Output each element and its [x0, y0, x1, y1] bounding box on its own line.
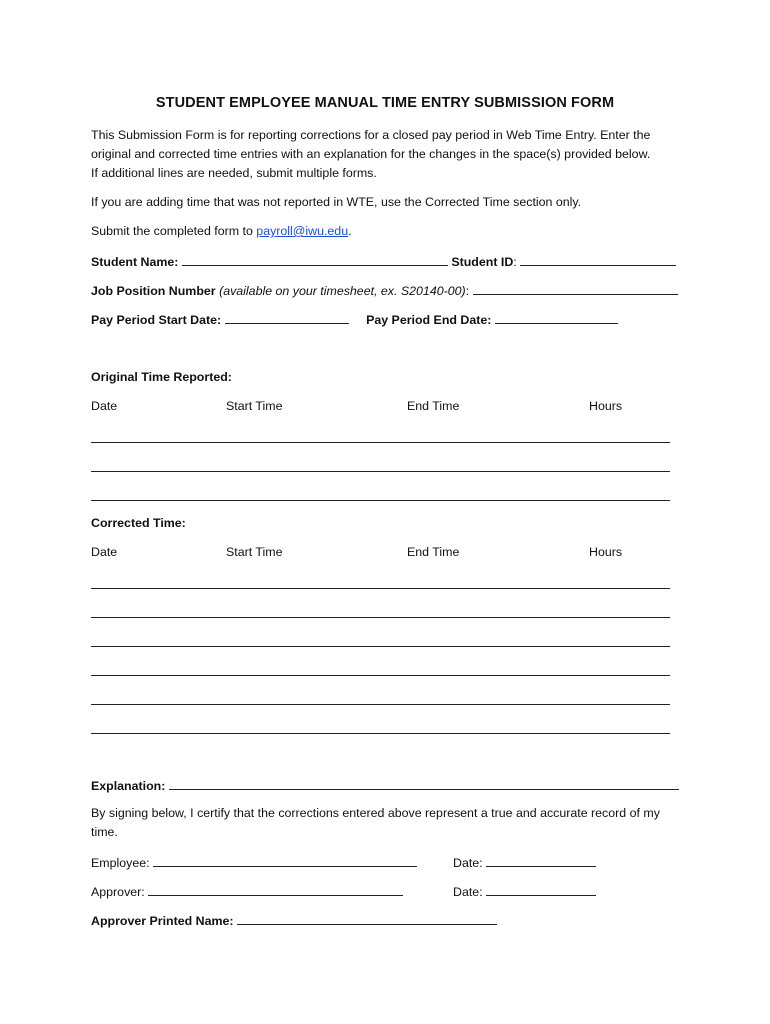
student-name-label: Student Name: [91, 255, 179, 269]
approver-date-label: Date: [453, 885, 483, 899]
student-name-field[interactable] [182, 253, 448, 266]
corrected-col-hours: Hours [589, 545, 623, 559]
approver-printed-field[interactable] [237, 912, 497, 925]
submit-suffix: . [348, 224, 352, 238]
student-name-row [91, 253, 676, 269]
corrected-entry-line-3[interactable] [91, 646, 670, 647]
pay-end-label: Pay Period End Date: [366, 313, 492, 327]
student-id-field[interactable] [520, 253, 676, 266]
employee-signature-field[interactable] [153, 854, 417, 867]
intro-line-3: If additional lines are needed, submit multiple forms. [91, 166, 377, 180]
original-col-hours: Hours [589, 399, 623, 413]
job-position-field[interactable] [473, 282, 678, 295]
original-entry-line-1[interactable] [91, 442, 670, 443]
corrected-entry-line-5[interactable] [91, 704, 670, 705]
employee-signature-row [91, 854, 417, 870]
corrected-entry-line-2[interactable] [91, 617, 670, 618]
job-position-label: Job Position Number [91, 284, 216, 298]
original-col-date: Date [91, 399, 118, 413]
employee-date-label: Date: [453, 856, 483, 870]
corrected-col-start: Start Time [226, 545, 283, 559]
approver-printed-row [91, 912, 497, 928]
form-title: STUDENT EMPLOYEE MANUAL TIME ENTRY SUBMISSION FORM [155, 95, 615, 111]
approver-signature-field[interactable] [148, 883, 403, 896]
job-position-hint: (available on your timesheet, ex. S20140-00) [219, 284, 466, 298]
original-col-end: End Time [407, 399, 460, 413]
intro-line-1: This Submission Form is for reporting corrections for a closed pay period in Web Time Entry. Enter the [91, 128, 651, 142]
corrected-entry-line-6[interactable] [91, 733, 670, 734]
pay-end-field[interactable] [495, 311, 618, 324]
corrected-time-heading: Corrected Time: [91, 516, 186, 530]
corrected-col-end: End Time [407, 545, 460, 559]
explanation-row [91, 777, 679, 793]
employee-label: Employee: [91, 856, 150, 870]
corrected-entry-line-1[interactable] [91, 588, 670, 589]
employee-date-row [453, 854, 596, 870]
submit-prefix: Submit the completed form to [91, 224, 257, 238]
corrected-entry-line-4[interactable] [91, 675, 670, 676]
approver-printed-label: Approver Printed Name: [91, 914, 234, 928]
submit-instruction [91, 224, 352, 238]
approver-date-field[interactable] [486, 883, 596, 896]
original-col-start: Start Time [226, 399, 283, 413]
explanation-field[interactable] [169, 777, 679, 790]
student-id-colon: : [513, 255, 517, 269]
intro-line-2: original and corrected time entries with an explanation for the changes in the space(s) provided below. [91, 147, 651, 161]
pay-period-row [91, 311, 618, 327]
corrected-col-date: Date [91, 545, 118, 559]
certify-line-2: time. [91, 825, 118, 839]
original-entry-line-2[interactable] [91, 471, 670, 472]
pay-start-label: Pay Period Start Date: [91, 313, 222, 327]
explanation-label: Explanation: [91, 779, 166, 793]
employee-date-field[interactable] [486, 854, 596, 867]
pay-start-field[interactable] [225, 311, 349, 324]
student-id-label: Student ID [451, 255, 514, 269]
original-entry-line-3[interactable] [91, 500, 670, 501]
approver-date-row [453, 883, 596, 899]
approver-label: Approver: [91, 885, 145, 899]
payroll-email-link[interactable]: payroll@iwu.edu [256, 224, 349, 238]
job-position-row [91, 282, 678, 298]
certify-line-1: By signing below, I certify that the corrections entered above represent a true and accurate record of my [91, 806, 660, 820]
job-position-colon: : [465, 284, 470, 298]
adding-time-note: If you are adding time that was not reported in WTE, use the Corrected Time section only. [91, 195, 582, 209]
original-time-heading: Original Time Reported: [91, 370, 232, 384]
approver-signature-row [91, 883, 403, 899]
